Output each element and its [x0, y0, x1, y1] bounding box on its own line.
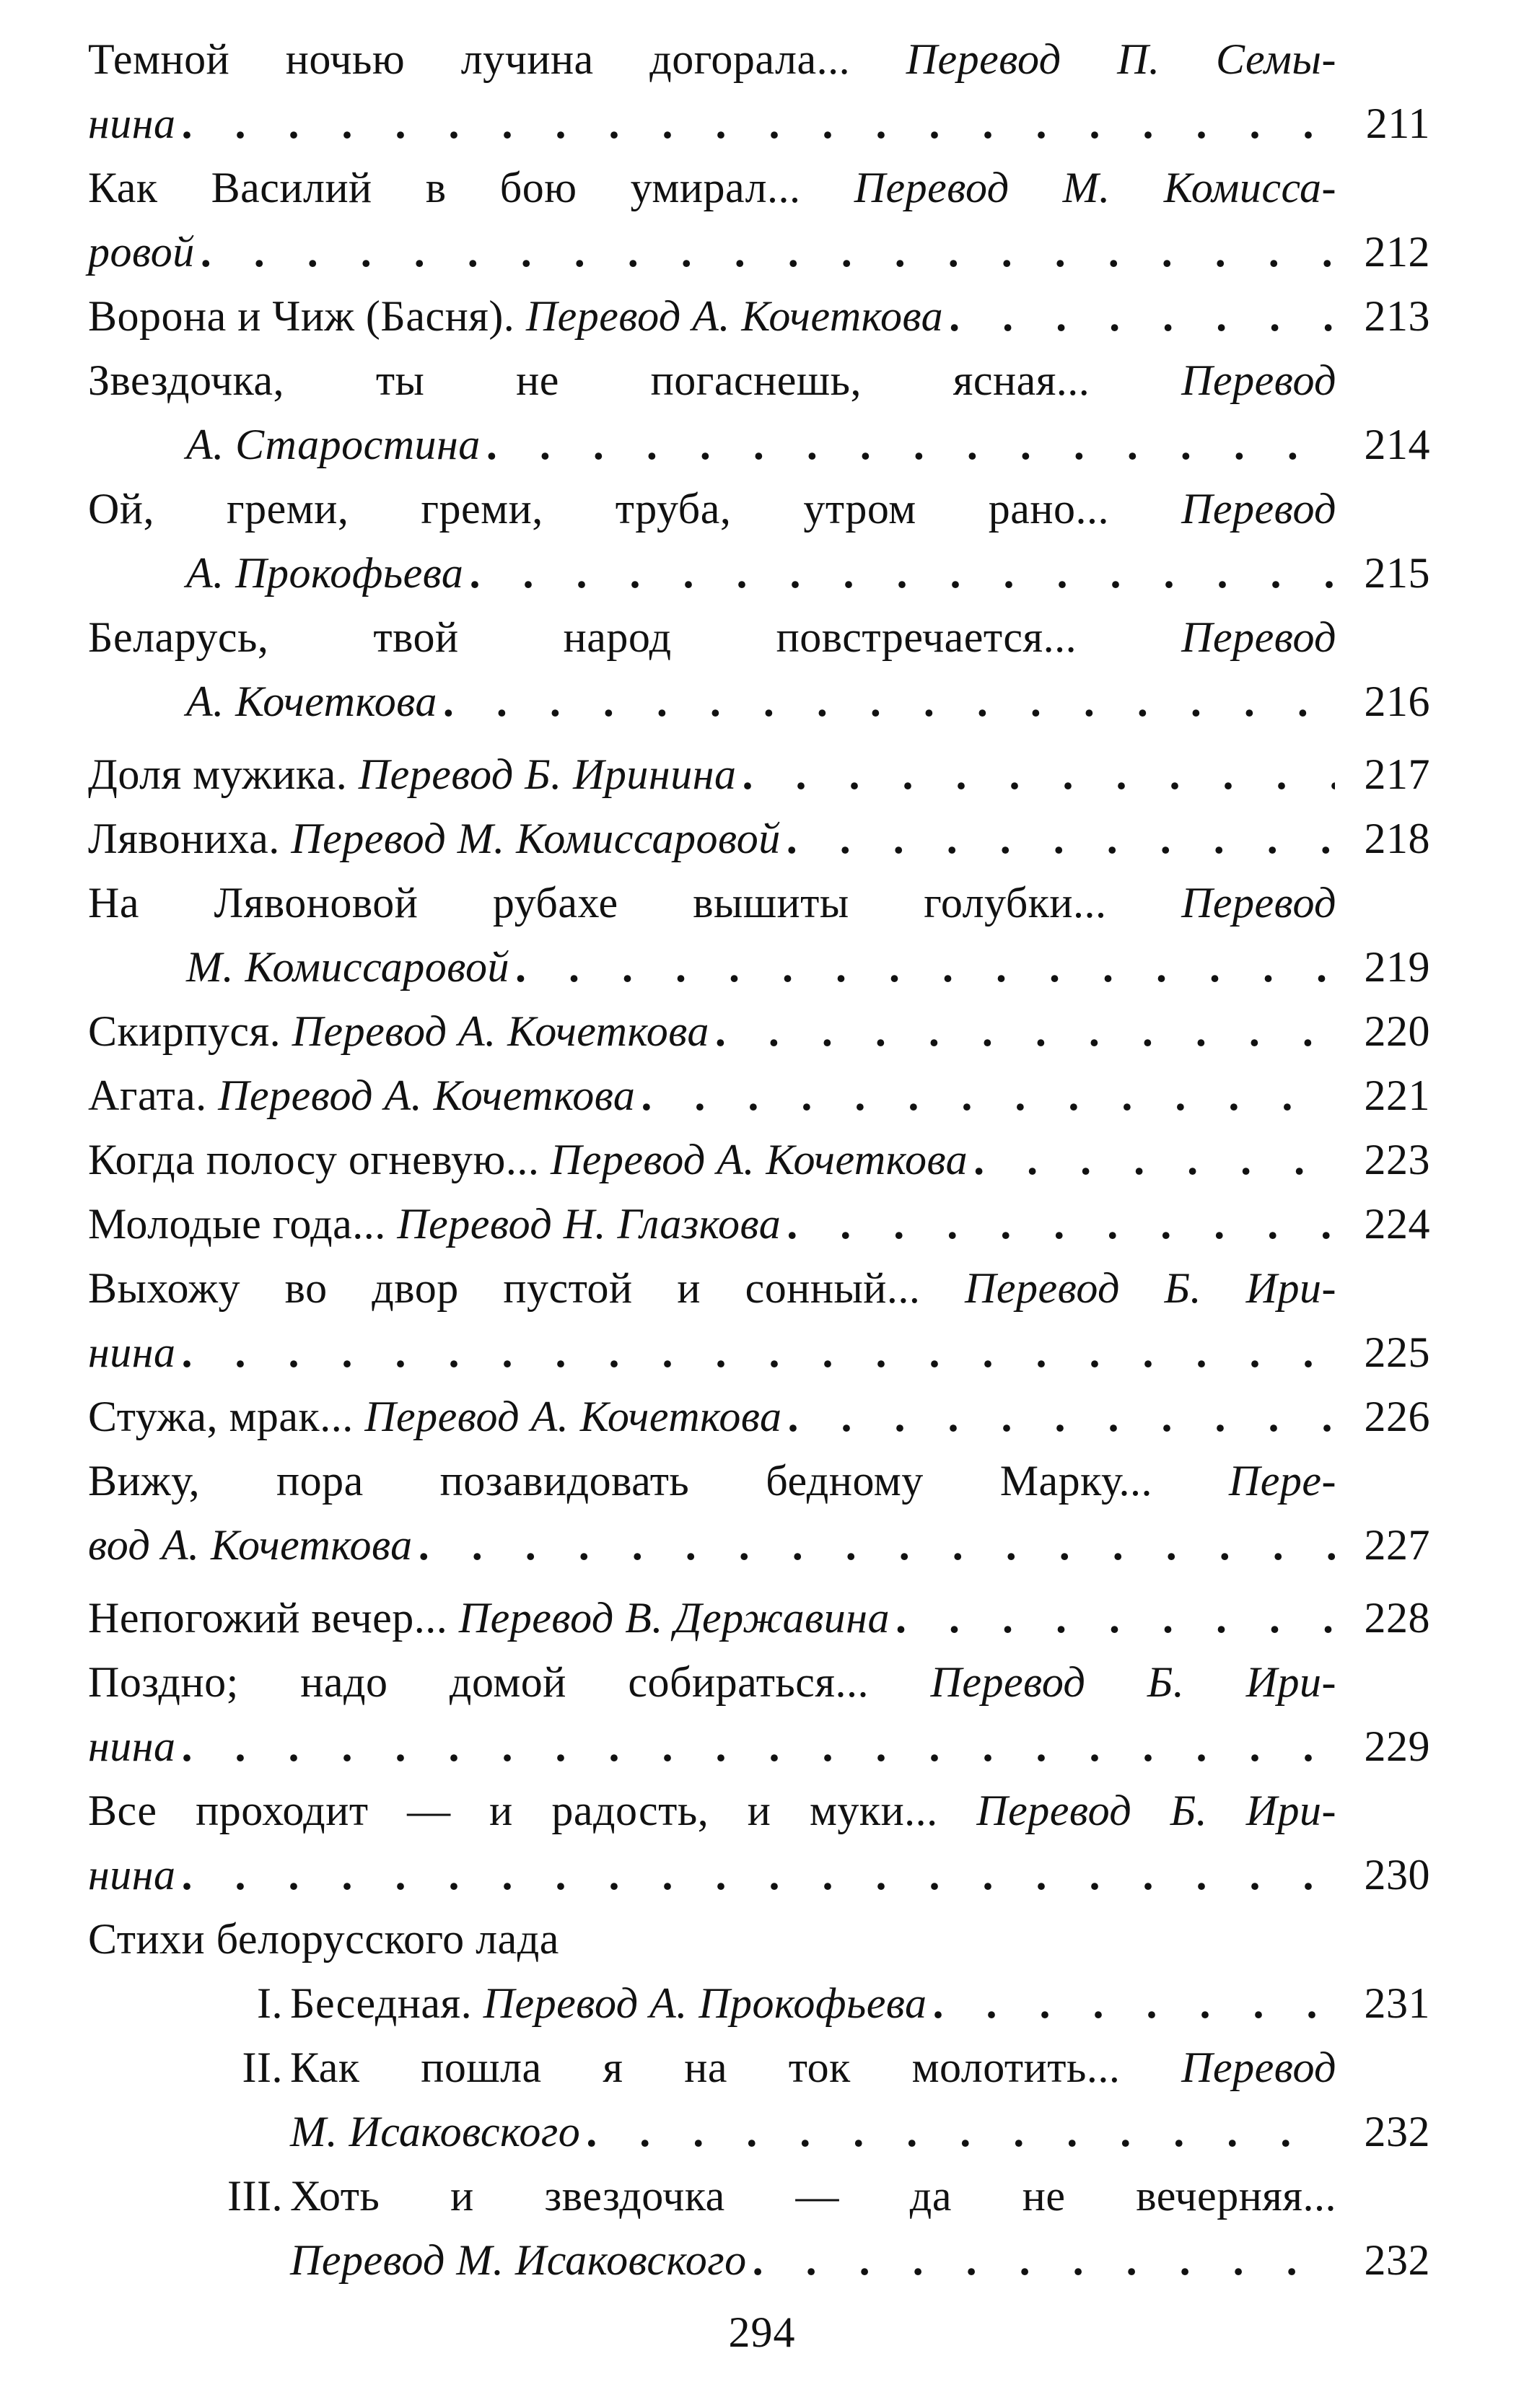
toc-entry	[88, 156, 1430, 284]
entry-title: Поздно; надо домой собираться...	[88, 1658, 870, 1706]
entry-translator: Перевод П. Семы-	[906, 35, 1336, 83]
entry-line	[88, 1192, 1430, 1256]
entry-translator-cont: Перевод М. Исаковского	[290, 2236, 747, 2284]
dot-leader	[787, 1192, 1335, 1256]
dot-leader	[443, 670, 1335, 734]
entry-translator: Перевод А. Кочеткова	[550, 1136, 968, 1183]
entry-title: Когда полосу огневую...	[88, 1136, 540, 1183]
entry-first-line	[88, 605, 1430, 670]
entry-translator-cont: А. Кочеткова	[186, 678, 437, 725]
dot-leader	[787, 1385, 1335, 1449]
entry-page-number: 225	[1364, 1328, 1430, 1376]
toc-entry	[88, 284, 1430, 349]
entry-translator: Перевод В. Державина	[458, 1594, 890, 1642]
entry-page-number: 224	[1364, 1200, 1430, 1248]
entry-line	[88, 1064, 1430, 1128]
entry-translator: Перевод	[1181, 2044, 1337, 2091]
dot-leader	[742, 743, 1335, 807]
entry-continuation	[88, 220, 1430, 284]
entry-page-number: 223	[1364, 1136, 1430, 1183]
entry-title: Непогожий вечер...	[88, 1594, 448, 1642]
entry-translator-cont: М. Исаковского	[290, 2108, 581, 2155]
entry-page-number: 219	[1364, 943, 1430, 991]
entry-first-line	[88, 1779, 1430, 1843]
entry-line	[88, 1586, 1430, 1650]
toc-entry	[88, 477, 1430, 605]
entry-continuation	[290, 2228, 1430, 2293]
entry-title: На Лявоновой рубахе вышиты голубки...	[88, 879, 1107, 927]
entry-translator: Перевод	[1181, 485, 1336, 533]
entry-first-line	[88, 1449, 1430, 1513]
entry-continuation	[88, 92, 1430, 156]
entry-continuation	[88, 670, 1430, 734]
entry-title: Ой, греми, греми, труба, утром рано...	[88, 485, 1110, 533]
dot-leader	[469, 541, 1335, 605]
dot-leader	[182, 92, 1335, 156]
toc-entry	[88, 1192, 1430, 1256]
entry-title: Выхожу во двор пустой и сонный...	[88, 1264, 921, 1312]
entry-translator: Перевод А. Прокофьева	[483, 1979, 927, 2027]
entry-page-number: 217	[1364, 750, 1430, 798]
toc-entry	[88, 1385, 1430, 1449]
entry-continuation	[88, 1513, 1430, 1577]
entry-translator: Перевод	[1181, 613, 1337, 661]
entry-page-number: 216	[1364, 678, 1430, 725]
entry-translator: Перевод М. Комисса-	[854, 164, 1337, 211]
entry-first-line	[88, 1650, 1430, 1715]
toc-entry	[88, 1779, 1430, 1907]
entry-line	[290, 1971, 1430, 2036]
spacer	[88, 734, 1430, 743]
roman-numeral: III.	[227, 2172, 283, 2220]
entry-line	[88, 999, 1430, 1064]
dot-leader	[586, 2100, 1335, 2164]
entry-line	[88, 807, 1430, 871]
entry-translator-cont: А. Прокофьева	[186, 549, 464, 597]
entry-continuation	[88, 1715, 1430, 1779]
entry-page-number: 212	[1364, 228, 1430, 276]
entry-page-number: 228	[1364, 1594, 1430, 1642]
dot-leader	[787, 807, 1335, 871]
dot-leader	[895, 1586, 1335, 1650]
entry-translator: Перевод А. Кочеткова	[292, 1007, 709, 1055]
dot-leader	[641, 1064, 1335, 1128]
entry-title: Скирпуся.	[88, 1007, 281, 1055]
entry-title: Хоть и звездочка — да не вечерняя...	[290, 2172, 1336, 2220]
entry-title: Темной ночью лучина догорала...	[88, 35, 851, 83]
entry-translator-cont: вод А. Кочеткова	[88, 1521, 413, 1569]
toc-entry	[88, 1128, 1430, 1192]
dot-leader	[419, 1513, 1335, 1577]
entry-page-number: 230	[1364, 1851, 1430, 1899]
entry-line	[88, 284, 1430, 349]
entry-title: Звездочка, ты не погаснешь, ясная...	[88, 356, 1090, 404]
roman-numeral: II.	[242, 2044, 283, 2091]
toc-sub-entry	[88, 2164, 1430, 2293]
entry-title: Все проходит — и радость, и муки...	[88, 1787, 938, 1834]
toc-entry	[88, 1650, 1430, 1779]
dot-leader	[753, 2228, 1335, 2293]
dot-leader	[949, 284, 1335, 349]
entry-title: Беседная.	[290, 1979, 473, 2027]
entry-title: Как Василий в бою умирал...	[88, 164, 801, 211]
entry-first-line	[290, 2164, 1430, 2228]
entry-translator: Перевод Б. Ири-	[965, 1264, 1336, 1312]
entry-translator: Перевод	[1181, 356, 1337, 404]
dot-leader	[182, 1321, 1335, 1385]
dot-leader	[201, 220, 1335, 284]
entry-continuation	[290, 2100, 1430, 2164]
entry-translator-cont: А. Старостина	[186, 421, 481, 468]
entry-title: Вижу, пора позавидовать бедному Марку...	[88, 1457, 1152, 1505]
dot-leader	[973, 1128, 1335, 1192]
entry-page-number: 227	[1364, 1521, 1430, 1569]
entry-page-number: 229	[1364, 1722, 1430, 1770]
toc-entry	[88, 1064, 1430, 1128]
toc-entry	[88, 1256, 1430, 1385]
entry-translator: Перевод М. Комиссаровой	[291, 815, 781, 862]
toc-entry	[88, 871, 1430, 999]
entry-first-line	[88, 871, 1430, 935]
entry-continuation	[88, 1321, 1430, 1385]
toc-sub-entry	[88, 1971, 1430, 2036]
entry-page-number: 221	[1364, 1072, 1430, 1119]
dot-leader	[515, 935, 1335, 999]
toc-entry	[88, 349, 1430, 477]
dot-leader	[182, 1715, 1335, 1779]
entry-page-number: 214	[1364, 421, 1430, 468]
toc-entry	[88, 1449, 1430, 1577]
entry-translator-cont: нина	[88, 100, 176, 147]
entry-translator: Перевод Н. Глазкова	[397, 1200, 781, 1248]
entry-continuation	[88, 541, 1430, 605]
spacer	[88, 1577, 1430, 1586]
entry-translator: Перевод	[1181, 879, 1336, 927]
roman-numeral: I.	[257, 1979, 283, 2027]
toc-sub-entry	[88, 2036, 1430, 2164]
entry-first-line	[88, 1256, 1430, 1321]
entry-page-number: 232	[1364, 2108, 1430, 2155]
entry-first-line	[88, 156, 1430, 220]
entry-page-number: 231	[1364, 1979, 1430, 2027]
entry-translator: Перевод Б. Ири-	[976, 1787, 1337, 1834]
toc-entry	[88, 999, 1430, 1064]
entry-translator: Перевод А. Кочеткова	[218, 1072, 636, 1119]
entry-translator-cont: ровой	[88, 228, 195, 276]
toc-entry	[88, 27, 1430, 156]
section-title: Стихи белорусского лада	[88, 1915, 559, 1963]
entry-first-line	[88, 27, 1430, 92]
entry-translator: Перевод Б. Ири-	[930, 1658, 1337, 1706]
entry-translator: Пере-	[1228, 1457, 1336, 1505]
entry-page-number: 213	[1364, 292, 1430, 340]
entry-page-number: 220	[1364, 1007, 1430, 1055]
toc-entry	[88, 605, 1430, 734]
entry-title: Стужа, мрак...	[88, 1393, 354, 1440]
dot-leader	[715, 999, 1335, 1064]
entry-title: Молодые года...	[88, 1200, 386, 1248]
entry-first-line	[88, 477, 1430, 541]
entry-title: Агата.	[88, 1072, 207, 1119]
toc-entry	[88, 807, 1430, 871]
entry-line	[88, 1385, 1430, 1449]
entry-translator: Перевод А. Кочеткова	[364, 1393, 782, 1440]
dot-leader	[933, 1971, 1336, 2036]
page-number: 294	[728, 2308, 796, 2356]
entry-title: Доля мужика.	[88, 750, 348, 798]
toc-entry	[88, 1586, 1430, 1650]
entry-translator-cont: нина	[88, 1328, 176, 1376]
entry-translator-cont: нина	[88, 1722, 176, 1770]
entry-title: Лявониха.	[88, 815, 280, 862]
entry-page-number: 232	[1364, 2236, 1430, 2284]
entry-page-number: 215	[1364, 549, 1430, 597]
entry-first-line	[290, 2036, 1430, 2100]
entry-page-number: 226	[1364, 1393, 1430, 1440]
table-of-contents	[88, 27, 1430, 2293]
entry-title: Как пошла я на ток молотить...	[290, 2044, 1121, 2091]
entry-page-number: 211	[1365, 100, 1430, 147]
dot-leader	[182, 1843, 1335, 1907]
entry-title: Ворона и Чиж (Басня).	[88, 292, 515, 340]
entry-continuation	[88, 935, 1430, 999]
entry-page-number: 218	[1364, 815, 1430, 862]
toc-entry	[88, 743, 1430, 807]
entry-translator: Перевод Б. Иринина	[358, 750, 737, 798]
entry-line	[88, 1128, 1430, 1192]
entry-continuation	[88, 1843, 1430, 1907]
entry-translator: Перевод А. Кочеткова	[525, 292, 944, 340]
entry-title: Беларусь, твой народ повстречается...	[88, 613, 1077, 661]
entry-translator-cont: М. Комиссаровой	[186, 943, 510, 991]
entry-first-line	[88, 349, 1430, 413]
entry-line	[88, 743, 1430, 807]
entry-translator-cont: нина	[88, 1851, 176, 1899]
dot-leader	[486, 413, 1335, 477]
entry-continuation	[88, 413, 1430, 477]
